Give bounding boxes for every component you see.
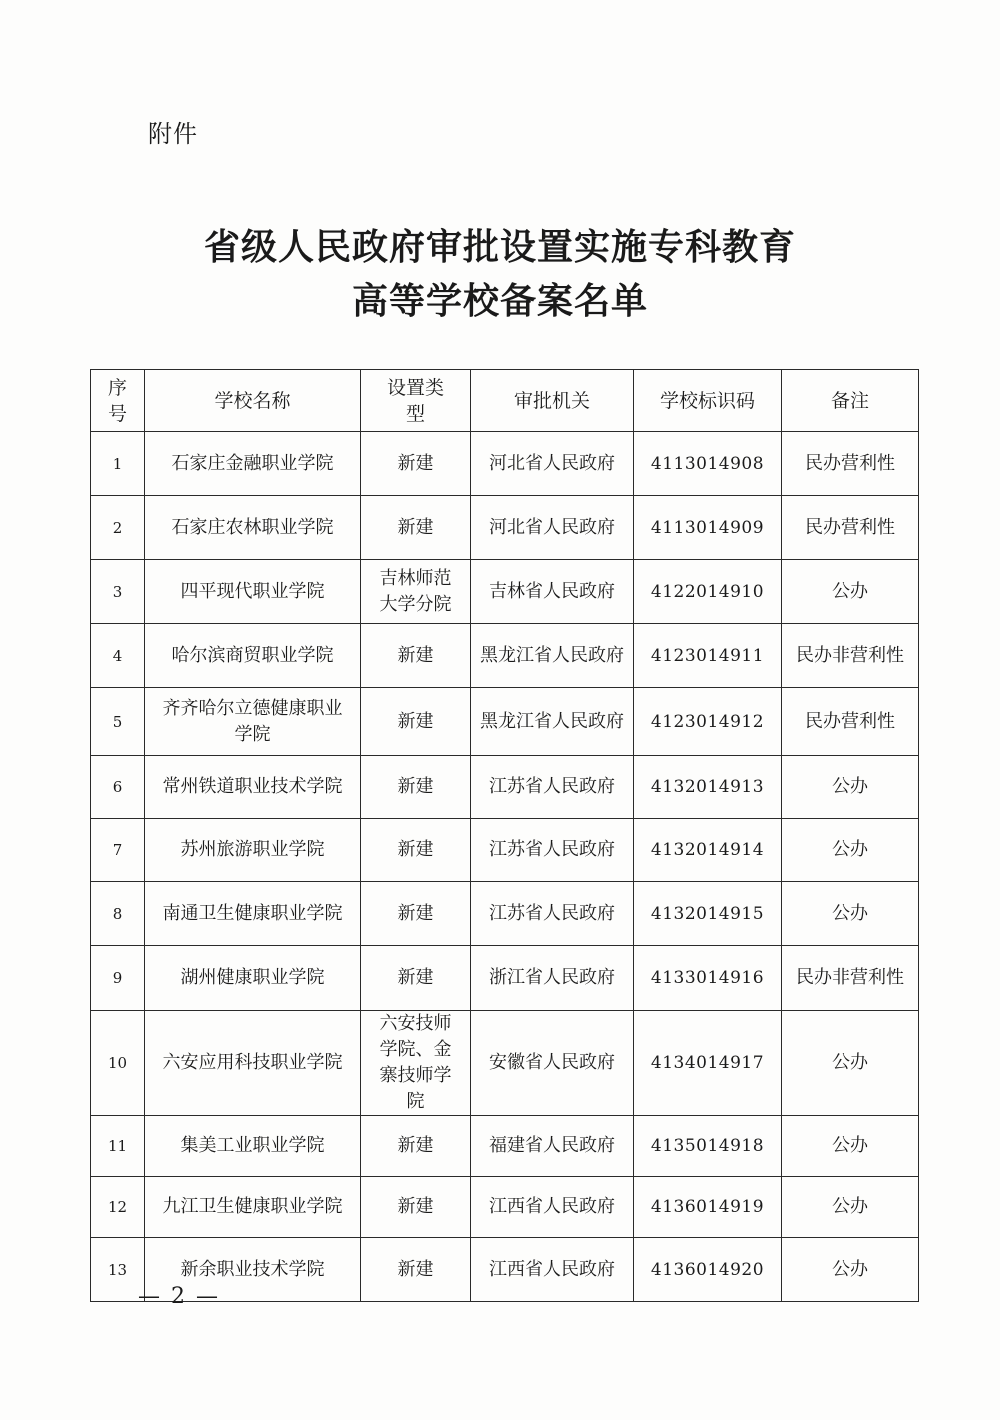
school-name-cell: 常州铁道职业技术学院	[145, 756, 361, 819]
school-name-cell: 苏州旅游职业学院	[145, 819, 361, 882]
school-code-cell: 4113014909	[634, 496, 782, 560]
row-index-cell: 2	[91, 496, 145, 560]
school-code-cell: 4133014916	[634, 946, 782, 1011]
header-index: 序号	[91, 370, 145, 432]
setup-type-cell: 新建	[361, 756, 471, 819]
row-index-cell: 7	[91, 819, 145, 882]
setup-type-cell: 新建	[361, 1238, 471, 1302]
school-code-cell: 4136014919	[634, 1177, 782, 1238]
row-index-cell: 6	[91, 756, 145, 819]
remark-cell: 民办非营利性	[782, 624, 919, 688]
approval-authority-cell: 安徽省人民政府	[471, 1011, 634, 1116]
setup-type-cell: 新建	[361, 1177, 471, 1238]
header-code: 学校标识码	[634, 370, 782, 432]
approval-authority-cell: 江西省人民政府	[471, 1177, 634, 1238]
approval-authority-cell: 河北省人民政府	[471, 496, 634, 560]
setup-type-cell: 新建	[361, 1116, 471, 1177]
school-name-cell: 湖州健康职业学院	[145, 946, 361, 1011]
remark-cell: 公办	[782, 756, 919, 819]
school-code-cell: 4132014914	[634, 819, 782, 882]
table-row	[91, 560, 919, 624]
title-line-2: 高等学校备案名单	[351, 280, 648, 322]
setup-type-cell: 六安技师学院、金寨技师学院	[361, 1011, 471, 1116]
school-code-cell: 4135014918	[634, 1116, 782, 1177]
row-index-cell: 10	[91, 1011, 145, 1116]
title-line-1: 省级人民政府审批设置实施专科教育	[203, 226, 796, 268]
school-code-cell: 4132014915	[634, 882, 782, 946]
row-index-cell: 12	[91, 1177, 145, 1238]
remark-cell: 公办	[782, 1177, 919, 1238]
school-code-cell: 4123014911	[634, 624, 782, 688]
table-row	[91, 432, 919, 496]
setup-type-cell: 新建	[361, 688, 471, 756]
remark-cell: 民办营利性	[782, 432, 919, 496]
row-index-cell: 9	[91, 946, 145, 1011]
remark-cell: 公办	[782, 819, 919, 882]
row-index-cell: 13	[91, 1238, 145, 1302]
setup-type-cell: 吉林师范大学分院	[361, 560, 471, 624]
row-index-cell: 3	[91, 560, 145, 624]
header-setup-type: 设置类型	[361, 370, 471, 432]
setup-type-cell: 新建	[361, 882, 471, 946]
attachment-label: 附件	[148, 120, 198, 148]
approval-authority-cell: 黑龙江省人民政府	[471, 624, 634, 688]
approval-authority-cell: 江苏省人民政府	[471, 819, 634, 882]
setup-type-cell: 新建	[361, 432, 471, 496]
table-row	[91, 496, 919, 560]
remark-cell: 民办营利性	[782, 688, 919, 756]
school-name-cell: 石家庄金融职业学院	[145, 432, 361, 496]
table-row	[91, 882, 919, 946]
document-title	[0, 220, 1000, 328]
approval-authority-cell: 江苏省人民政府	[471, 882, 634, 946]
remark-cell: 公办	[782, 882, 919, 946]
school-code-cell: 4136014920	[634, 1238, 782, 1302]
school-name-cell: 九江卫生健康职业学院	[145, 1177, 361, 1238]
school-code-cell: 4134014917	[634, 1011, 782, 1116]
row-index-cell: 11	[91, 1116, 145, 1177]
table-row	[91, 819, 919, 882]
page-number: — 2 —	[138, 1284, 220, 1309]
remark-cell: 公办	[782, 1238, 919, 1302]
approval-authority-cell: 江西省人民政府	[471, 1238, 634, 1302]
table-row	[91, 1177, 919, 1238]
header-school-name: 学校名称	[145, 370, 361, 432]
school-name-cell: 石家庄农林职业学院	[145, 496, 361, 560]
approval-authority-cell: 吉林省人民政府	[471, 560, 634, 624]
table-row	[91, 1116, 919, 1177]
approval-authority-cell: 福建省人民政府	[471, 1116, 634, 1177]
school-roster-table	[90, 369, 919, 1302]
school-code-cell: 4122014910	[634, 560, 782, 624]
setup-type-cell: 新建	[361, 946, 471, 1011]
header-authority: 审批机关	[471, 370, 634, 432]
setup-type-cell: 新建	[361, 496, 471, 560]
table-header-row	[91, 370, 919, 432]
setup-type-cell: 新建	[361, 819, 471, 882]
row-index-cell: 5	[91, 688, 145, 756]
row-index-cell: 1	[91, 432, 145, 496]
setup-type-cell: 新建	[361, 624, 471, 688]
school-code-cell: 4123014912	[634, 688, 782, 756]
header-remark: 备注	[782, 370, 919, 432]
school-name-cell: 新余职业技术学院	[145, 1238, 361, 1302]
table-row	[91, 624, 919, 688]
remark-cell: 公办	[782, 1116, 919, 1177]
approval-authority-cell: 浙江省人民政府	[471, 946, 634, 1011]
row-index-cell: 8	[91, 882, 145, 946]
table-row	[91, 688, 919, 756]
table-row	[91, 756, 919, 819]
table-row	[91, 1011, 919, 1116]
school-code-cell: 4113014908	[634, 432, 782, 496]
school-code-cell: 4132014913	[634, 756, 782, 819]
remark-cell: 民办营利性	[782, 496, 919, 560]
school-name-cell: 哈尔滨商贸职业学院	[145, 624, 361, 688]
school-name-cell: 四平现代职业学院	[145, 560, 361, 624]
remark-cell: 公办	[782, 560, 919, 624]
remark-cell: 公办	[782, 1011, 919, 1116]
approval-authority-cell: 黑龙江省人民政府	[471, 688, 634, 756]
table-row	[91, 946, 919, 1011]
approval-authority-cell: 河北省人民政府	[471, 432, 634, 496]
school-name-cell: 南通卫生健康职业学院	[145, 882, 361, 946]
school-name-cell: 齐齐哈尔立德健康职业学院	[145, 688, 361, 756]
remark-cell: 民办非营利性	[782, 946, 919, 1011]
school-name-cell: 六安应用科技职业学院	[145, 1011, 361, 1116]
school-name-cell: 集美工业职业学院	[145, 1116, 361, 1177]
row-index-cell: 4	[91, 624, 145, 688]
approval-authority-cell: 江苏省人民政府	[471, 756, 634, 819]
